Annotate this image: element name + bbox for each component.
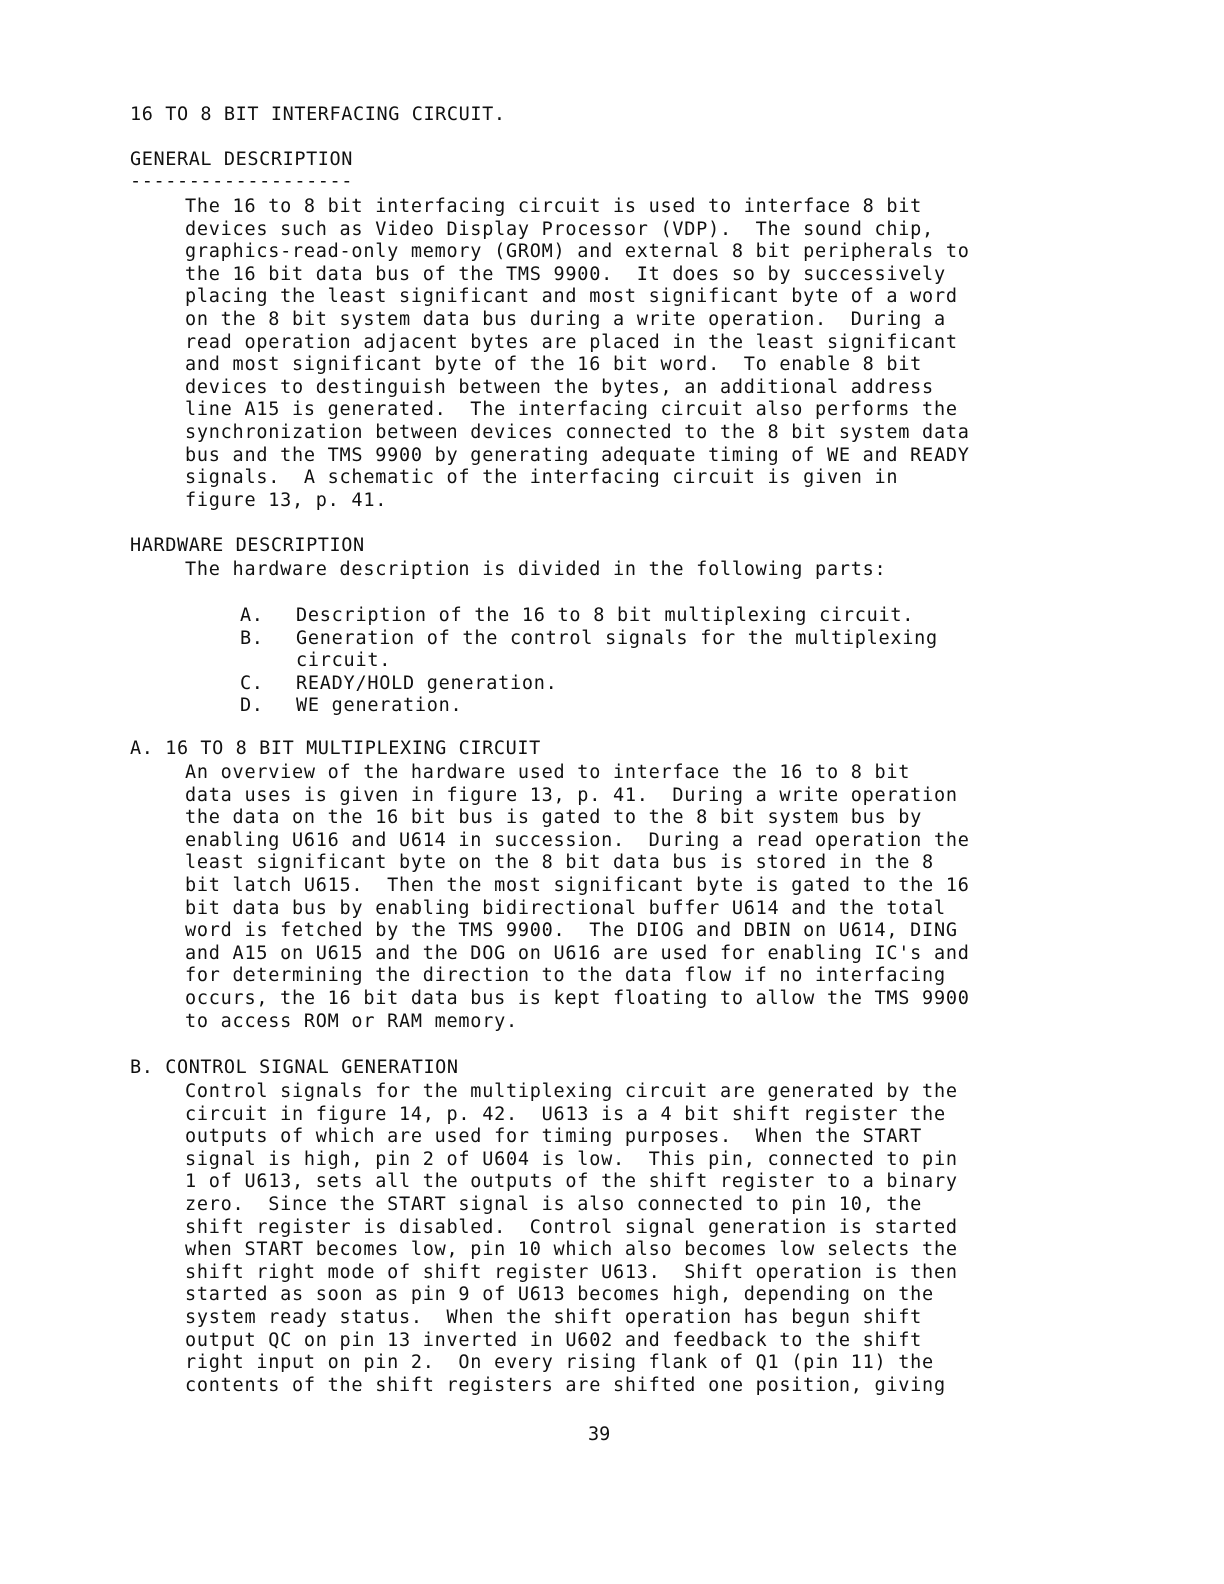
list-item-text: READY/HOLD generation. [296,672,558,694]
section-b-paragraph [185,1081,1105,1397]
text-line: placing the least significant and most significant byte of a word [185,286,958,308]
list-item-text: Description of the 16 to 8 bit multiplexing circuit. [296,605,915,626]
list-item-continuation: circuit. [296,650,392,672]
general-description-heading: GENERAL DESCRIPTION [130,149,354,170]
text-line: bit data bus by enabling bidirectional buffer U614 and the total [185,897,946,919]
text-line: output QC on pin 13 inverted in U602 and feedback to the shift [185,1329,923,1351]
text-line: The hardware description is divided in the following parts: [185,559,887,580]
hardware-parts-list [240,605,938,718]
text-line: when START becomes low, pin 10 which also becomes low selects the [185,1239,958,1261]
list-item [240,628,938,651]
text-line: started as soon as pin 9 of U613 becomes high, depending on the [185,1284,934,1306]
text-line: bus and the TMS 9900 by generating adequate timing of WE and READY [185,444,970,466]
text-line: system ready status. When the shift operation has begun shift [185,1306,923,1328]
text-line: 1 of U613, sets all the outputs of the shift register to a binary [185,1171,958,1193]
text-line: signals. A schematic of the interfacing circuit is given in [185,467,899,489]
hardware-description-intro [185,559,1105,582]
section-a-paragraph [185,762,1105,1033]
text-line: shift right mode of shift register U613. Shift operation is then [185,1261,958,1283]
text-line: the data on the 16 bit bus is gated to the 8 bit system bus by [185,807,923,829]
list-item-label: A. [240,605,264,626]
text-line: least significant byte on the 8 bit data bus is stored in the 8 [185,852,934,874]
text-line: circuit in figure 14, p. 42. U613 is a 4 bit shift register the [185,1103,946,1125]
list-item-text: Generation of the control signals for the multiplexing [296,627,938,649]
section-a-heading: A. 16 TO 8 BIT MULTIPLEXING CIRCUIT [130,738,541,759]
text-line: occurs, the 16 bit data bus is kept floating to allow the TMS 9900 [185,987,970,1009]
text-line: devices to destinguish between the bytes, an additional address [185,376,934,398]
text-line: contents of the shift registers are shifted one position, giving [185,1374,946,1396]
text-line: shift register is disabled. Control signal generation is started [185,1216,958,1238]
general-description-paragraph [185,196,1105,512]
text-line: right input on pin 2. On every rising flank of Q1 (pin 11) the [185,1352,934,1374]
text-line: synchronization between devices connected to the 8 bit system data [185,421,970,443]
list-item [240,673,938,696]
list-item [240,605,938,628]
text-line: Control signals for the multiplexing circuit are generated by the [185,1081,958,1102]
text-line: An overview of the hardware used to interface the 16 to 8 bit [185,762,911,783]
list-item [240,695,938,718]
text-line: bit latch U615. Then the most significant byte is gated to the 16 [185,874,970,896]
text-line: and most significant byte of the 16 bit word. To enable 8 bit [185,354,923,376]
heading-underline: ------------------- [130,171,354,192]
text-line: read operation adjacent bytes are placed in the least significant [185,331,958,353]
text-line: enabling U616 and U614 in succession. During a read operation the [185,829,970,851]
text-line: zero. Since the START signal is also connected to pin 10, the [185,1193,923,1215]
text-line: figure 13, p. 41. [185,489,388,511]
hardware-description-heading: HARDWARE DESCRIPTION [130,535,365,556]
list-item-label: B. [240,627,264,649]
text-line: signal is high, pin 2 of U604 is low. This pin, connected to pin [185,1148,958,1170]
text-line: data uses is given in figure 13, p. 41. During a write operation [185,784,958,806]
text-line: to access ROM or RAM memory. [185,1010,518,1032]
text-line: the 16 bit data bus of the TMS 9900. It does so by successively [185,263,946,285]
text-line: word is fetched by the TMS 9900. The DIOG and DBIN on U614, DING [185,920,958,942]
section-b-heading: B. CONTROL SIGNAL GENERATION [130,1057,459,1078]
page-number: 39 [588,1424,611,1445]
list-item-label: D. [240,695,264,717]
text-line: outputs of which are used for timing purposes. When the START [185,1126,923,1148]
text-line: on the 8 bit system data bus during a write operation. During a [185,308,946,330]
list-item-label: C. [240,672,264,694]
text-line: line A15 is generated. The interfacing circuit also performs the [185,399,958,421]
text-line: devices such as Video Display Processor (VDP). The sound chip, [185,218,934,240]
list-item-text: WE generation. [296,695,463,717]
document-title: 16 TO 8 BIT INTERFACING CIRCUIT. [130,104,506,125]
text-line: and A15 on U615 and the DOG on U616 are used for enabling IC's and [185,942,970,964]
text-line: graphics-read-only memory (GROM) and external 8 bit peripherals to [185,241,970,263]
text-line: for determining the direction to the data flow if no interfacing [185,965,946,987]
text-line: The 16 to 8 bit interfacing circuit is used to interface 8 bit [185,196,923,217]
